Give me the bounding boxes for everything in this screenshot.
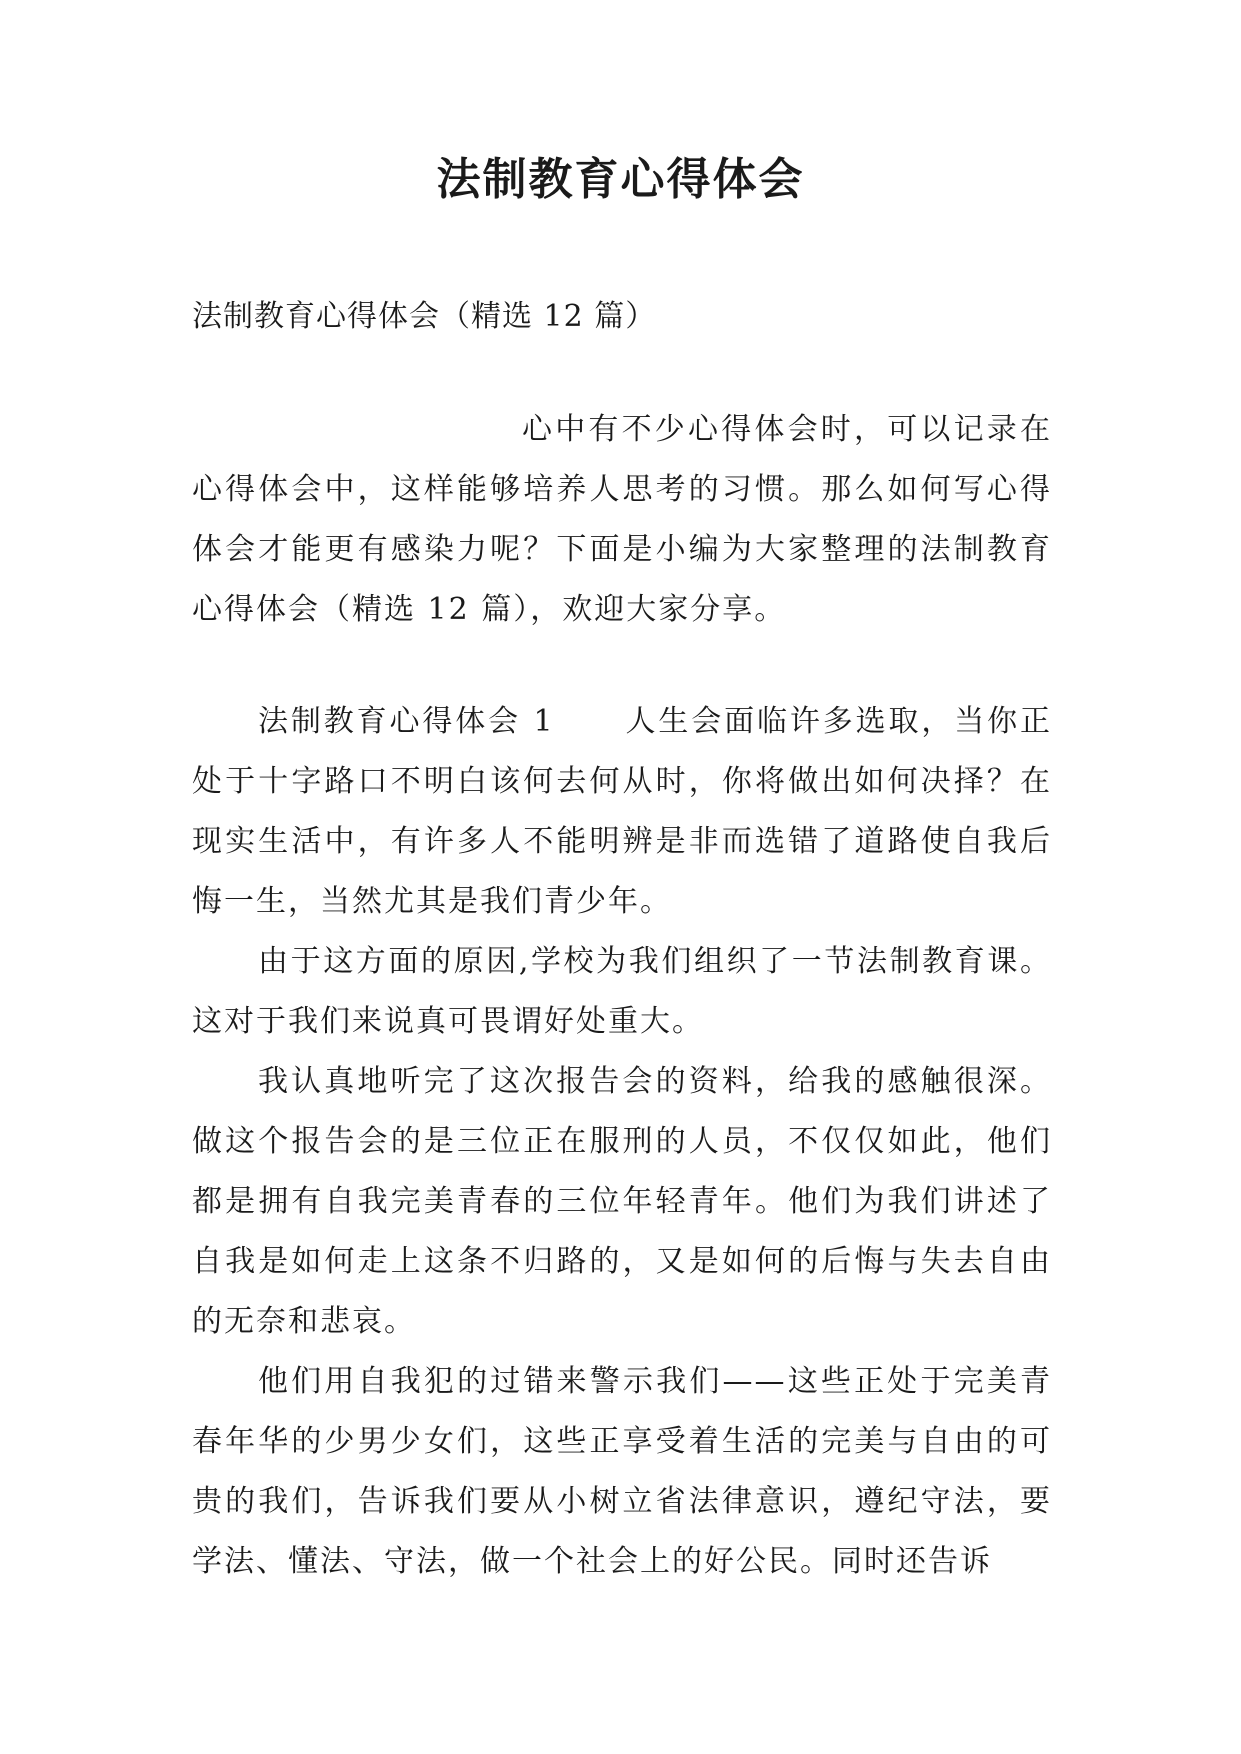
- body-paragraph-4: 他们用自我犯的过错来警示我们——这些正处于完美青春年华的少男少女们，这些正享受着生活的完美与自由的可贵的我们，告诉我们要从小树立省法律意识，遵纪守法，要学法、懂法、守法，做一个社会上的好公民。同时还告诉: [192, 1364, 1052, 1579]
- body-paragraph-2: 由于这方面的原因,学校为我们组织了一节法制教育课。这对于我们来说真可畏谓好处重大。: [192, 944, 1052, 1039]
- document-title: 法制教育心得体会: [436, 154, 805, 205]
- body-paragraph-3: 我认真地听完了这次报告会的资料，给我的感触很深。做这个报告会的是三位正在服刑的人员，不仅仅如此，他们都是拥有自我完美青春的三位年轻青年。他们为我们讲述了自我是如何走上这条不归路的，又是如何的后悔与失去自由的无奈和悲哀。: [192, 1064, 1052, 1339]
- intro-block: [192, 400, 1052, 640]
- paragraph-text: 人生会面临许多选取，当你正处于十字路口不明白该何去何从时，你将做出如何决择？在现实生活中，有许多人不能明辨是非而选错了道路使自我后悔一生，当然尤其是我们青少年。: [192, 704, 1053, 919]
- body-paragraph-1: [192, 692, 1052, 932]
- intro-paragraph: 心中有不少心得体会时，可以记录在心得体会中，这样能够培养人思考的习惯。那么如何写心得体会才能更有感染力呢？下面是小编为大家整理的法制教育心得体会（精选 12 篇），欢迎大家分享。: [192, 412, 1052, 627]
- section-heading: 法制教育心得体会 1: [258, 704, 555, 739]
- document-subtitle: 法制教育心得体会（精选 12 篇）: [192, 299, 657, 334]
- main-body: [192, 692, 1052, 1592]
